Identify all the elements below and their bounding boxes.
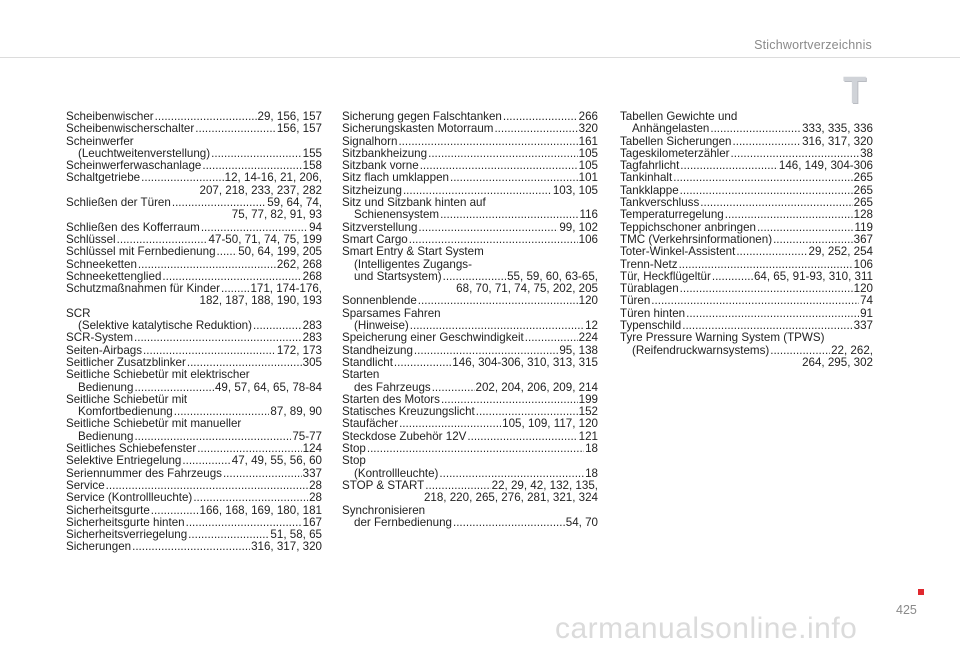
index-term: (Selektive katalytische Reduktion)	[78, 319, 252, 333]
index-term: Tagfahrlicht	[620, 159, 680, 173]
index-entry	[66, 172, 322, 184]
page-refs: 337	[853, 319, 873, 333]
page-refs: 74	[860, 294, 873, 308]
page-refs: 54, 70	[565, 515, 598, 529]
page-refs: 156, 157	[276, 122, 322, 136]
index-term: Schlüssel	[66, 232, 116, 246]
index-entry	[620, 209, 873, 221]
index-term: Bedienung	[78, 429, 134, 443]
page-refs: 91	[860, 306, 873, 320]
index-entry-continuation: 68, 70, 71, 74, 75, 202, 205	[456, 282, 598, 296]
index-entry	[342, 172, 598, 184]
index-term: Tageskilometerzähler	[620, 146, 730, 160]
index-entry	[66, 246, 322, 258]
index-term: Smart Cargo	[342, 232, 408, 246]
index-entry	[620, 123, 873, 135]
page-refs: 167	[302, 515, 322, 529]
page-refs: 283	[302, 319, 322, 333]
index-entry	[342, 123, 598, 135]
section-letter: T	[843, 70, 867, 112]
page-refs: 128	[853, 208, 873, 222]
dot-leader	[453, 517, 565, 529]
index-entry	[342, 382, 598, 394]
page-refs: 51, 58, 65	[270, 528, 322, 542]
index-term: Sitzverstellung	[342, 220, 418, 234]
index-entry-continuation: 182, 187, 188, 190, 193	[199, 294, 322, 308]
dot-leader	[680, 160, 778, 172]
index-term: Service	[66, 478, 105, 492]
index-term: (Hinweise)	[354, 319, 409, 333]
index-entry	[620, 172, 873, 184]
page-refs: 146, 304-306, 310, 313, 315	[452, 355, 598, 369]
dot-leader	[733, 136, 802, 148]
page-refs: 12, 14-16, 21, 206,	[224, 171, 322, 185]
page-refs: 105	[578, 159, 598, 173]
page-refs: 161	[578, 134, 598, 148]
dot-leader	[467, 431, 577, 443]
index-entry	[620, 259, 873, 271]
page-refs: 367	[853, 232, 873, 246]
index-entry	[620, 295, 873, 307]
dot-leader	[651, 295, 859, 307]
page-refs: 12	[585, 319, 598, 333]
index-term: Scheinwerferwaschanlage	[66, 159, 202, 173]
index-term: Speicherung einer Geschwindigkeit	[342, 331, 524, 345]
dot-leader	[211, 148, 302, 160]
index-heading: Sparsames Fahren	[342, 306, 441, 320]
index-term: Komfortbedienung	[78, 405, 173, 419]
page-refs: 94	[309, 220, 322, 234]
index-entry	[66, 382, 322, 394]
page-refs: 49, 57, 64, 65, 78-84	[214, 380, 322, 394]
dot-leader	[182, 455, 230, 467]
page-refs: 22, 29, 42, 132, 135,	[491, 478, 598, 492]
dot-leader	[253, 320, 302, 332]
index-term: Sitzheizung	[342, 183, 402, 197]
dot-leader	[418, 295, 578, 307]
page-refs: 199	[578, 392, 598, 406]
page-refs: 158	[302, 159, 322, 173]
dot-leader	[367, 443, 584, 455]
page-number: 425	[896, 603, 917, 617]
index-term: Standlicht	[342, 355, 393, 369]
page-refs: 105	[578, 146, 598, 160]
dot-leader	[428, 148, 578, 160]
index-term: Stop	[342, 442, 366, 456]
page-refs: 28	[309, 491, 322, 505]
page-refs: 106	[578, 232, 598, 246]
page-refs: 120	[853, 282, 873, 296]
page-refs: 172, 173	[276, 343, 322, 357]
index-entry-continuation: 218, 220, 265, 276, 281, 321, 324	[423, 491, 598, 505]
page-header-title: Stichwortverzeichnis	[754, 38, 872, 52]
index-term: Tankinhalt	[620, 171, 673, 185]
dot-leader	[494, 123, 577, 135]
index-term: Toter-Winkel-Assistent	[620, 245, 736, 259]
page-refs: 265	[853, 196, 873, 210]
index-entry	[66, 123, 322, 135]
index-entry	[66, 492, 322, 504]
dot-leader	[418, 222, 558, 234]
index-term: Sicherheitsgurte hinten	[66, 515, 185, 529]
index-term: Scheibenwischer	[66, 110, 154, 123]
index-term: Schneeketten	[66, 257, 137, 271]
index-term: Tabellen Sicherungen	[620, 134, 732, 148]
index-term: Seriennummer des Fahrzeugs	[66, 466, 222, 480]
page-refs: 22, 262,	[831, 343, 873, 357]
page-refs: 171, 174-176,	[250, 282, 322, 296]
index-term: Bedienung	[78, 380, 134, 394]
dot-leader	[686, 308, 859, 320]
index-term: Sitzbank vorne	[342, 159, 419, 173]
dot-leader	[736, 246, 807, 258]
page-refs: 50, 64, 199, 205	[238, 245, 322, 259]
index-heading: Tyre Pressure Warning System (TPWS)	[620, 331, 825, 345]
index-term: Tankklappe	[620, 183, 679, 197]
dot-leader	[223, 468, 302, 480]
index-column-3	[620, 111, 873, 369]
index-term: Türen hinten	[620, 306, 686, 320]
page-refs: 266	[578, 110, 598, 123]
index-heading: Synchronisieren	[342, 503, 426, 517]
index-entry	[66, 455, 322, 467]
index-term: Typenschild	[620, 319, 682, 333]
index-term: Sicherheitsverriegelung	[66, 528, 188, 542]
index-term: Schaltgetriebe	[66, 171, 141, 185]
page-refs: 95, 138	[559, 343, 598, 357]
index-term: Seiten-Airbags	[66, 343, 143, 357]
index-term: Seitliches Schiebefenster	[66, 442, 197, 456]
page-refs: 59, 64, 74,	[267, 196, 322, 210]
page-refs: 38	[860, 146, 873, 160]
dot-leader	[399, 418, 501, 430]
index-term: der Fernbedienung	[354, 515, 452, 529]
page-refs: 18	[585, 442, 598, 456]
page-refs: 202, 204, 206, 209, 214	[475, 380, 598, 394]
page-refs: 105, 109, 117, 120	[502, 417, 598, 431]
index-term: Anhängelasten	[632, 122, 710, 136]
page-refs: 106	[853, 257, 873, 271]
index-term: TMC (Verkehrsinformationen)	[620, 232, 773, 246]
index-entry	[620, 246, 873, 258]
page-refs: 262, 268	[276, 257, 322, 271]
index-term: (Kontrollleuchte)	[354, 466, 439, 480]
dot-leader	[138, 259, 276, 271]
page-refs: 265	[853, 171, 873, 185]
page-refs: 120	[578, 294, 598, 308]
page-refs: 116	[579, 208, 598, 222]
dot-leader	[525, 332, 578, 344]
index-term: Tankverschluss	[620, 196, 700, 210]
dot-leader	[440, 209, 578, 221]
index-heading: Starten	[342, 368, 380, 382]
index-term: Temperaturregelung	[620, 208, 724, 222]
index-term: Selektive Entriegelung	[66, 454, 182, 468]
index-entry	[620, 283, 873, 295]
page-refs: 101	[578, 171, 598, 185]
index-entry	[342, 517, 598, 529]
page-refs: 333, 335, 336	[802, 122, 873, 136]
dot-leader	[151, 505, 199, 517]
index-term: Schließen des Kofferraum	[66, 220, 200, 234]
page-refs: 155	[302, 146, 322, 160]
index-entry	[66, 332, 322, 344]
index-heading: Scheinwerfer	[66, 134, 134, 148]
index-term: (Reifendruckwarnsystems)	[632, 343, 770, 357]
dot-leader	[432, 382, 475, 394]
dot-leader	[673, 172, 852, 184]
page-marker-square	[918, 589, 924, 595]
index-entry	[342, 418, 598, 430]
dot-leader	[680, 283, 853, 295]
page-refs: 28	[309, 478, 322, 492]
dot-leader	[217, 246, 238, 258]
index-heading: Smart Entry & Start System	[342, 245, 484, 259]
index-entry	[342, 295, 598, 307]
page-refs: 29, 252, 254	[808, 245, 873, 259]
index-term: Signalhorn	[342, 134, 398, 148]
index-term: Statisches Kreuzungslicht	[342, 405, 475, 419]
page-refs: 337	[302, 466, 322, 480]
index-term: Tür, Heckflügeltür	[620, 269, 711, 283]
page-refs: 119	[854, 220, 873, 234]
index-term: Türablagen	[620, 282, 679, 296]
dot-leader	[450, 172, 578, 184]
index-entry-continuation: 75, 77, 82, 91, 93	[231, 208, 322, 222]
index-heading: SCR	[66, 306, 91, 320]
index-term: Sicherheitsgurte	[66, 503, 150, 517]
index-entry	[66, 541, 322, 553]
index-term: Sitzbankheizung	[342, 146, 428, 160]
page-refs: 152	[578, 405, 598, 419]
watermark-logo: carmanualsonline.info	[555, 612, 858, 645]
dot-leader	[193, 492, 308, 504]
index-column-2	[342, 111, 598, 529]
page-refs: 283	[302, 331, 322, 345]
index-entry	[342, 357, 598, 369]
dot-leader	[503, 111, 578, 123]
index-term: Sicherung gegen Falschtanken	[342, 110, 502, 123]
index-term: Teppichschoner anbringen	[620, 220, 756, 234]
page-refs: 305	[302, 355, 322, 369]
page-refs: 268	[302, 269, 322, 283]
page-refs: 18	[585, 466, 598, 480]
dot-leader	[679, 259, 853, 271]
page-refs: 87, 89, 90	[270, 405, 322, 419]
index-term: Steckdose Zubehör 12V	[342, 429, 467, 443]
page-refs: 146, 149, 304-306	[778, 159, 873, 173]
index-term: Service (Kontrollleuchte)	[66, 491, 193, 505]
dot-leader	[725, 209, 853, 221]
index-entry	[342, 332, 598, 344]
index-term: Trenn-Netz	[620, 257, 678, 271]
dot-leader	[141, 172, 224, 184]
header-divider	[0, 57, 960, 58]
page-refs: 75-77	[292, 429, 322, 443]
dot-leader	[134, 332, 302, 344]
dot-leader	[134, 382, 214, 394]
index-heading: (Intelligentes Zugangs-	[354, 257, 472, 271]
index-term: Scheibenwischerschalter	[66, 122, 195, 136]
dot-leader	[394, 357, 451, 369]
dot-leader	[195, 123, 276, 135]
page-refs: 166, 168, 169, 180, 181	[199, 503, 322, 517]
page-refs: 121	[578, 429, 598, 443]
index-heading: Stop	[342, 454, 366, 468]
index-term: Staufächer	[342, 417, 399, 431]
index-heading: Seitliche Schiebetür mit	[66, 392, 188, 406]
index-term: Standheizung	[342, 343, 413, 357]
index-term: Seitlicher Zusatzblinker	[66, 355, 186, 369]
index-heading: Sitz und Sitzbank hinten auf	[342, 196, 486, 210]
index-term: Sicherungen	[66, 540, 132, 554]
index-term: Schienensystem	[354, 208, 440, 222]
page-refs: 316, 317, 320	[251, 540, 322, 554]
dot-leader	[680, 185, 853, 197]
page-refs: 47-50, 71, 74, 75, 199	[208, 232, 322, 246]
page-refs: 103, 105	[552, 183, 598, 197]
index-term: Sicherungskasten Motorraum	[342, 122, 494, 136]
index-entry	[342, 209, 598, 221]
index-term: Sonnenblende	[342, 294, 417, 308]
index-entry	[66, 505, 322, 517]
index-entry	[66, 259, 322, 271]
index-entry-continuation: 264, 295, 302	[802, 355, 873, 369]
index-term: Schlüssel mit Fernbedienung	[66, 245, 216, 259]
page-refs: 99, 102	[559, 220, 598, 234]
index-term: des Fahrzeugs	[354, 380, 431, 394]
index-term: SCR-System	[66, 331, 133, 345]
page-refs: 47, 49, 55, 56, 60	[231, 454, 322, 468]
index-entry	[342, 431, 598, 443]
page-refs: 124	[302, 442, 322, 456]
index-term: Türen	[620, 294, 651, 308]
page-refs: 29, 156, 157	[257, 110, 322, 123]
dot-leader	[712, 271, 753, 283]
page-refs: 224	[578, 331, 598, 345]
page-refs: 320	[578, 122, 598, 136]
index-term: (Leuchtweitenverstellung)	[78, 146, 211, 160]
index-term: Schneekettenglied	[66, 269, 162, 283]
index-column-1	[66, 111, 322, 554]
index-term: STOP & START	[342, 478, 425, 492]
page-refs: 64, 65, 91-93, 310, 311	[753, 269, 873, 283]
index-entry	[342, 443, 598, 455]
index-heading: Seitliche Schiebetür mit manueller	[66, 417, 242, 431]
index-heading: Tabellen Gewichte und	[620, 110, 738, 123]
index-term: Schließen der Türen	[66, 196, 171, 210]
index-term: und Startsystem)	[354, 269, 442, 283]
index-entry-continuation: 207, 218, 233, 237, 282	[199, 183, 322, 197]
index-term: Starten des Motors	[342, 392, 440, 406]
page-refs: 265	[853, 183, 873, 197]
dot-leader	[710, 123, 801, 135]
dot-leader	[132, 541, 250, 553]
page-refs: 55, 59, 60, 63-65,	[507, 269, 598, 283]
index-term: Sitz flach umklappen	[342, 171, 449, 185]
page-refs: 316, 317, 320	[802, 134, 873, 148]
index-term: Schutzmaßnahmen für Kinder	[66, 282, 221, 296]
index-heading: Seitliche Schiebetür mit elektrischer	[66, 368, 250, 382]
